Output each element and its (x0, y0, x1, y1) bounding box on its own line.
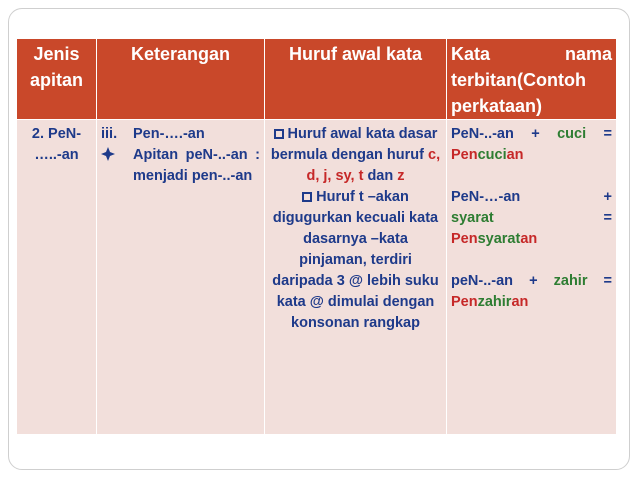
example-1 (451, 124, 612, 166)
item-marker: iii. (101, 126, 118, 142)
item-text: Pen-….-an (133, 126, 205, 142)
result-prefix: Pen (451, 231, 478, 247)
example-formula (451, 124, 612, 145)
equals-sign: = (603, 273, 612, 289)
example-result (451, 229, 612, 250)
cell-contoh (447, 120, 617, 435)
cell-jenis (17, 120, 97, 435)
result-prefix: Pen (451, 294, 478, 310)
item-text: Apitan peN-..-an : menjadi pen-..-an (133, 147, 260, 184)
table-row (17, 120, 617, 435)
root-word: zahir (553, 273, 588, 289)
result-root: syarat (477, 231, 521, 247)
result-suffix: an (520, 231, 538, 247)
huruf-z: z (397, 168, 405, 184)
example-formula (451, 271, 612, 292)
result-suffix: an (506, 147, 524, 163)
diamond-bullet-icon (101, 145, 133, 187)
formula-prefix: peN-..-an (451, 273, 514, 289)
huruf-letters: c, d, j, sy, t (306, 147, 441, 184)
equals-sign: = (603, 210, 612, 226)
list-item (101, 124, 260, 145)
jenis-text: 2. PeN- …..-an (31, 126, 82, 163)
formula-prefix: PeN-…-an (451, 189, 521, 205)
huruf-dan: dan (367, 168, 394, 184)
formula-prefix: PeN-..-an (451, 126, 514, 142)
header-kata-nama-terbitan: Kata nama terbitan(Contoh perkataan) (447, 39, 617, 120)
header-row (17, 39, 617, 120)
huruf-paragraph-2 (269, 187, 442, 334)
apitan-table (16, 38, 617, 435)
cell-huruf-awal (265, 120, 447, 435)
list-item (101, 145, 260, 187)
example-2 (451, 187, 612, 250)
plus-sign: + (603, 189, 612, 205)
result-root: cuci (477, 147, 507, 163)
root-word: cuci (557, 126, 587, 142)
example-result (451, 292, 612, 313)
huruf-text: Huruf t –akan digugurkan kecuali kata dasarnya –kata pinjaman, terdiri daripada 3 @ lebih suku kata @ dimulai dengan konsonan rangkap (272, 189, 439, 331)
huruf-paragraph-1 (269, 124, 442, 187)
plus-sign: + (531, 126, 540, 142)
checkbox-bullet-icon (302, 192, 312, 202)
plus-sign: + (529, 273, 538, 289)
header-jenis-apitan: Jenis apitan (17, 39, 97, 120)
result-suffix: an (511, 294, 529, 310)
example-formula-cont (451, 208, 612, 229)
result-root: zahir (477, 294, 512, 310)
header-keterangan: Keterangan (97, 39, 265, 120)
equals-sign: = (603, 126, 612, 142)
cell-keterangan (97, 120, 265, 435)
example-3 (451, 271, 612, 313)
result-prefix: Pen (451, 147, 478, 163)
root-word: syarat (451, 210, 494, 226)
example-result (451, 145, 612, 166)
example-formula (451, 187, 612, 208)
header-huruf-awal-kata: Huruf awal kata (265, 39, 447, 120)
checkbox-bullet-icon (274, 129, 284, 139)
huruf-text: Huruf awal kata dasar bermula dengan huruf (270, 126, 438, 163)
